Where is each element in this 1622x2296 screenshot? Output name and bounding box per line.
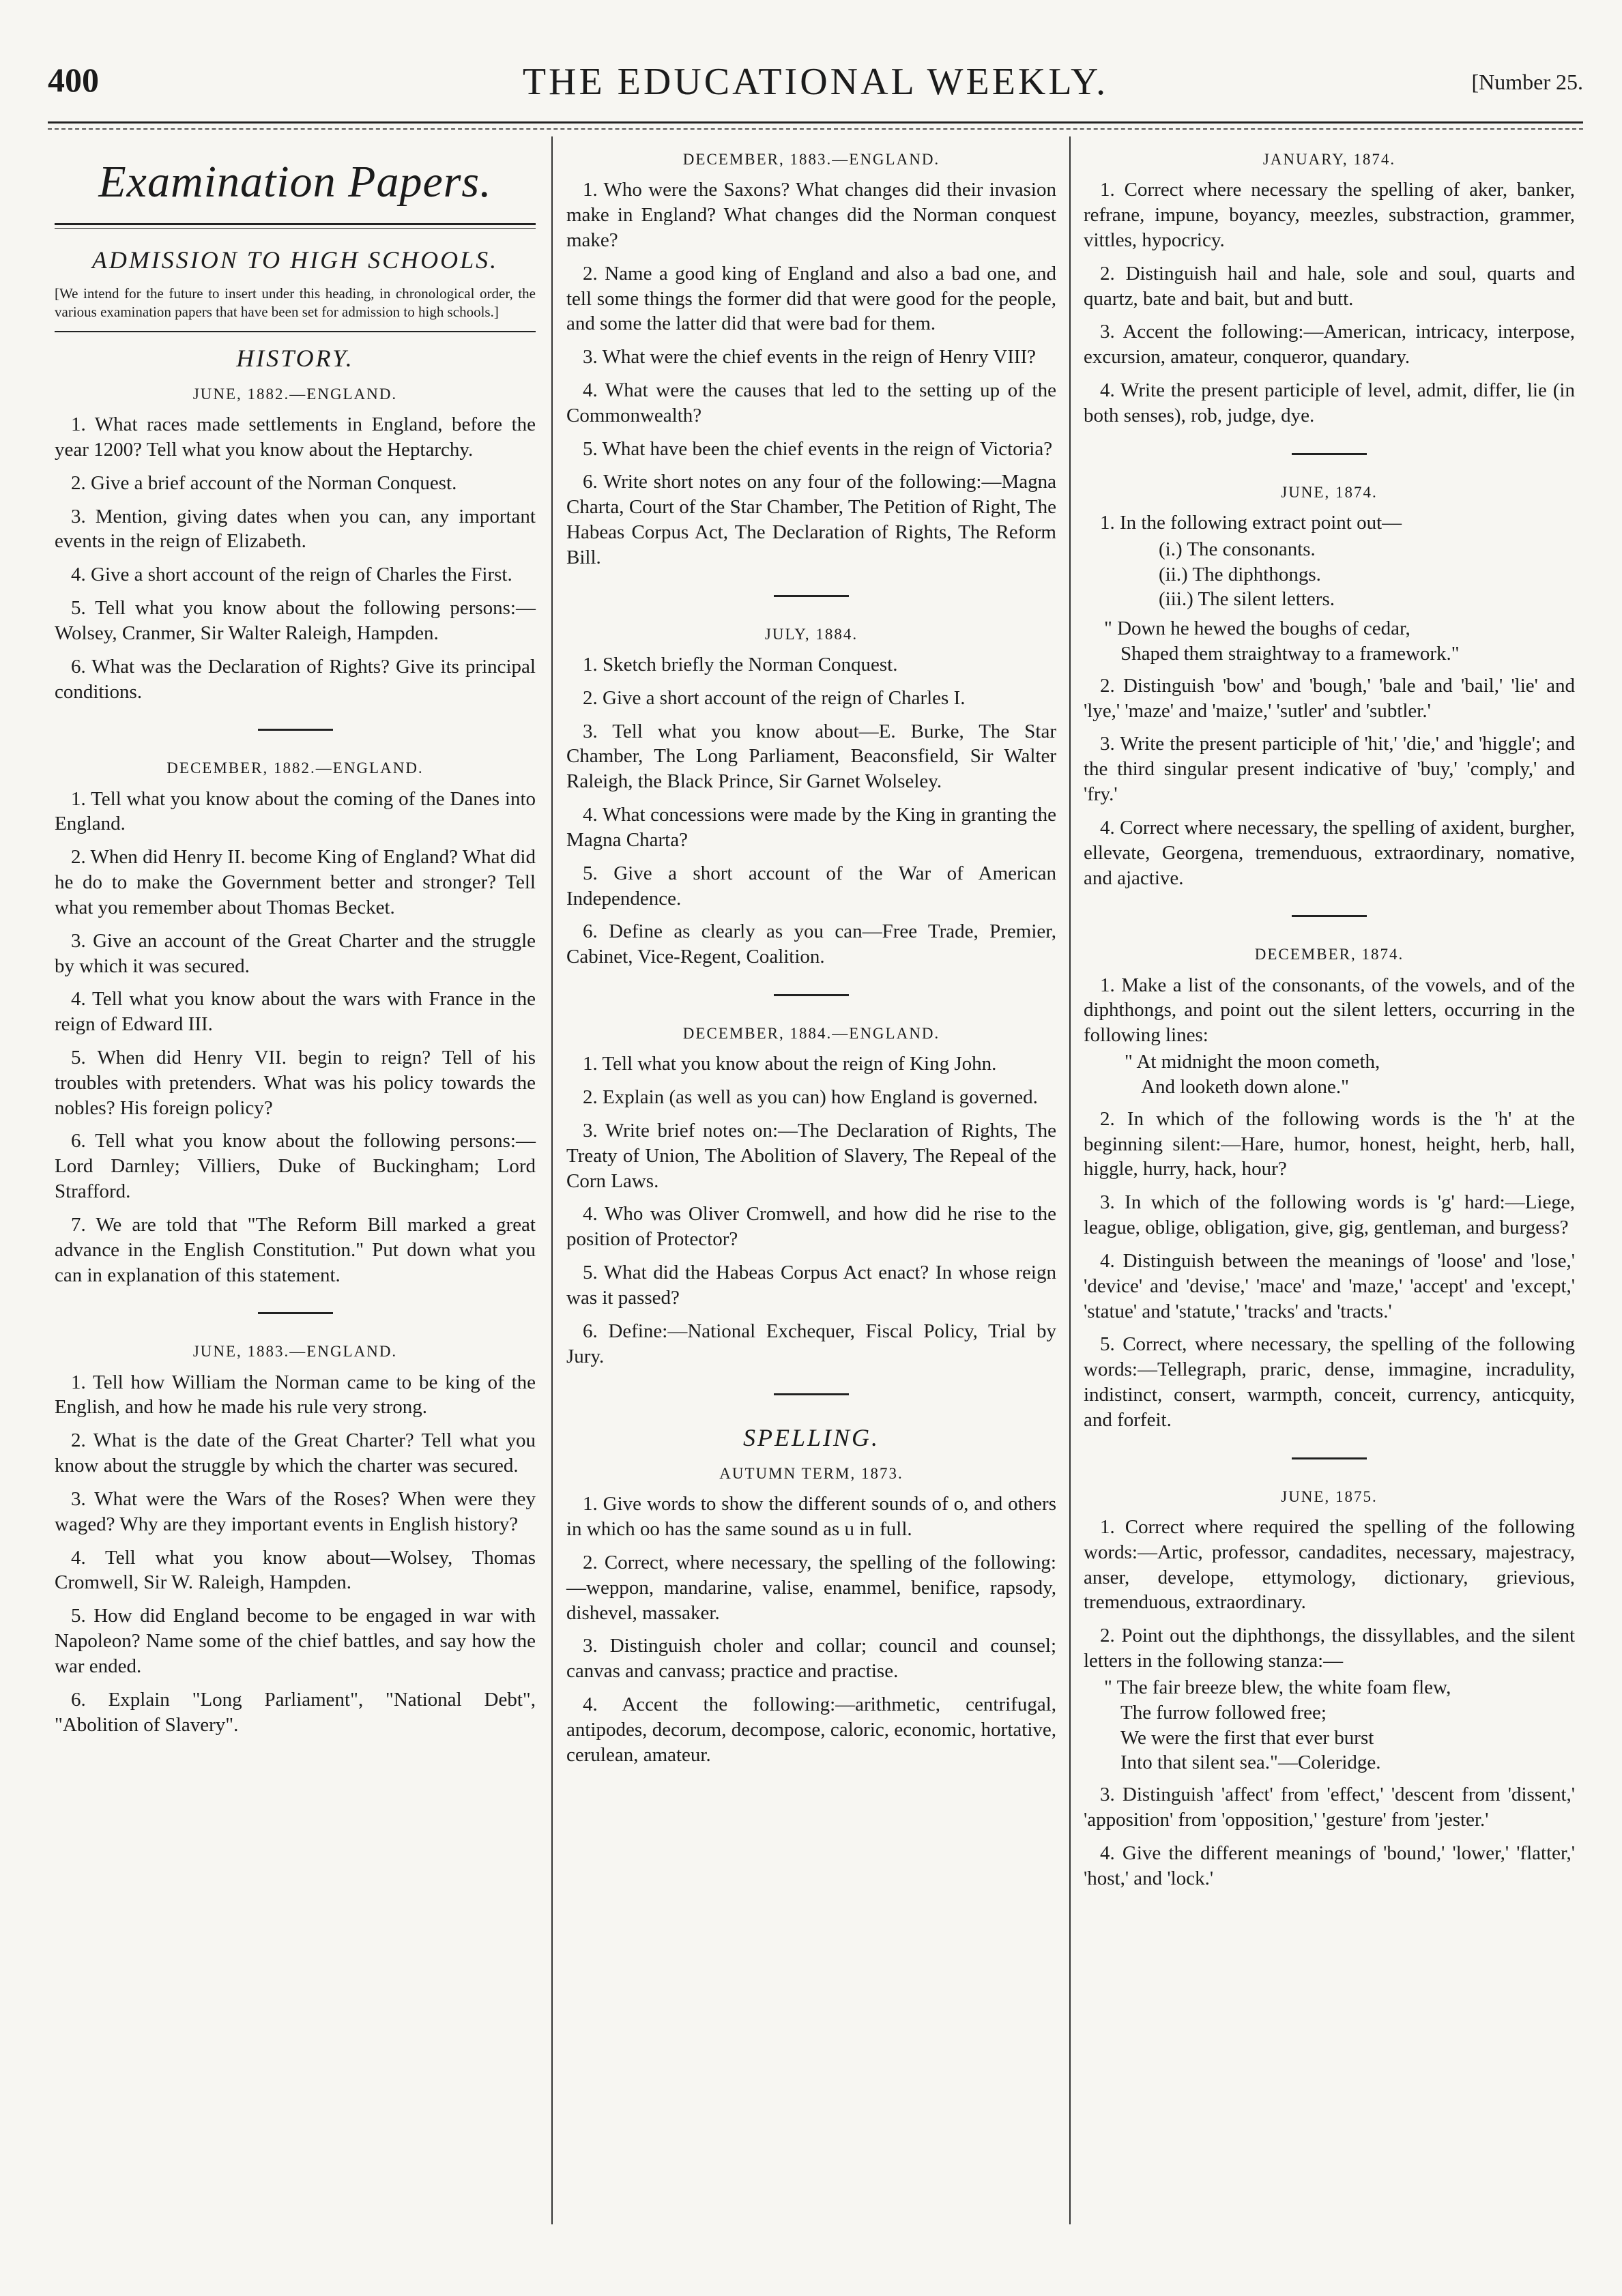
question: 4. Give the different meanings of 'bound,' 'lower,' 'flatter,' 'host,' and 'lock.' <box>1084 1842 1575 1889</box>
paper-heading: JUNE, 1882.—ENGLAND. <box>192 385 398 403</box>
question: 2. Explain (as well as you can) how England is governed. <box>583 1086 1038 1109</box>
separator-rule <box>774 994 849 996</box>
question: 2. Name a good king of England and also a bad one, and tell some things the former did that were good for the people, and some the latter did that were bad for them. <box>566 262 1056 335</box>
separator-rule <box>258 1312 333 1314</box>
question: 4. What were the causes that led to the setting up of the Commonwealth? <box>566 379 1056 426</box>
separator-rule <box>258 729 333 731</box>
question: 1. Tell what you know about the reign of King John. <box>583 1053 997 1075</box>
column-divider <box>551 136 553 2224</box>
page-number: 400 <box>48 61 99 99</box>
header-rule <box>48 121 1583 123</box>
verse-quote <box>1125 1049 1575 1100</box>
question: 2. Correct, where necessary, the spelling of the following:—weppon, mandarine, valise, enammel, benifice, rapsody, dishevel, massaker. <box>566 1552 1056 1624</box>
paper-heading: DECEMBER, 1874. <box>1254 946 1404 963</box>
question: 5. When did Henry VII. begin to reign? Tell of his troubles with pretenders. What was his policy towards the nobles? His foreign policy? <box>55 1046 536 1119</box>
question: 1. Make a list of the consonants, of the vowels, and of the diphthongs, and point out the silent letters, occurring in the following lines: <box>1084 974 1575 1047</box>
double-rule <box>55 223 536 229</box>
rule <box>55 331 536 332</box>
paper-heading: JANUARY, 1874. <box>1262 151 1396 168</box>
column-1 <box>55 140 536 1745</box>
paper-heading: JUNE, 1875. <box>1281 1487 1378 1505</box>
history-title: HISTORY. <box>236 345 354 373</box>
verse-line: " At midnight the moon cometh, <box>1125 1051 1380 1073</box>
question: 7. We are told that "The Reform Bill marked a great advance in the English Constitution." Put down what you can in explanation of this statement. <box>55 1213 536 1286</box>
issue-number: [Number 25. <box>1471 70 1583 94</box>
question: 3. Accent the following:—American, intricacy, interpose, excursion, amateur, conqueror, quandary. <box>1084 321 1575 368</box>
verse-line: " Down he hewed the boughs of cedar, <box>1104 617 1410 640</box>
question: 3. What were the chief events in the reign of Henry VIII? <box>583 346 1037 368</box>
question: 4. Correct where necessary, the spelling of axident, burgher, ellevate, Georgena, tremenduous, extraordinary, nomative, and ajactive. <box>1084 816 1575 889</box>
question: 3. Distinguish choler and collar; council and counsel; canvas and canvass; practice and practise. <box>566 1635 1056 1683</box>
question: 6. Define:—National Exchequer, Fiscal Policy, Trial by Jury. <box>566 1320 1056 1367</box>
question: 6. Tell what you know about the following persons:—Lord Darnley; Villiers, Duke of Buckingham; Lord Strafford. <box>55 1130 536 1203</box>
question: 2. Give a brief account of the Norman Conquest. <box>71 471 457 494</box>
verse-line: We were the first that ever burst <box>1120 1726 1374 1749</box>
question: 1. Sketch briefly the Norman Conquest. <box>583 654 898 675</box>
question: 3. What were the Wars of the Roses? When were they waged? Why are they important events in English history? <box>55 1487 536 1535</box>
verse-line: Shaped them straightway to a framework." <box>1120 643 1460 665</box>
separator-rule <box>1292 1457 1367 1459</box>
question: 2. Distinguish hail and hale, sole and soul, quarts and quartz, bate and bait, but and butt. <box>1084 262 1575 310</box>
paper-heading: JUNE, 1883.—ENGLAND. <box>192 1343 398 1361</box>
paper-heading: DECEMBER, 1883.—ENGLAND. <box>682 151 940 168</box>
question: 1. In the following extract point out— <box>1100 511 1402 534</box>
paper-heading: DECEMBER, 1882.—ENGLAND. <box>166 759 424 777</box>
question: 2. Distinguish 'bow' and 'bough,' 'bale and 'bail,' 'lie' and 'lye,' 'maze' and 'maize,' 'sutler' and 'subtler.' <box>1084 674 1575 722</box>
sub-item: (iii.) The silent letters. <box>1159 588 1335 611</box>
question: 5. Correct, where necessary, the spelling of the following words:—Tellegraph, praric, dense, immagine, incradulity, indistinct, consert, warmpth, conceit, currency, anticquity, and forfeit. <box>1084 1333 1575 1431</box>
question: 6. Explain "Long Parliament", "National Debt", "Abolition of Slavery". <box>55 1688 536 1736</box>
section-title: Examination Papers. <box>98 157 492 207</box>
question: 6. What was the Declaration of Rights? Give its principal conditions. <box>55 655 536 703</box>
column-3 <box>1084 140 1575 1900</box>
sub-item: (ii.) The diphthongs. <box>1159 563 1321 585</box>
question: 5. Give a short account of the War of American Independence. <box>566 862 1056 910</box>
question: 4. Tell what you know about—Wolsey, Thomas Cromwell, Sir W. Raleigh, Hampden. <box>55 1546 536 1594</box>
question: 4. Distinguish between the meanings of 'loose' and 'lose,' 'device' and 'devise,' 'mace' and 'maze,' 'accept' and 'except,' 'statue' and 'statute,' 'tracks' and 'tracts.' <box>1084 1249 1575 1322</box>
question: 3. Distinguish 'affect' from 'effect,' 'descent from 'dissent,' 'apposition' from 'opposition,' 'gesture' from 'jester.' <box>1084 1784 1575 1831</box>
verse-quote <box>1104 1675 1575 1775</box>
question: 6. Define as clearly as you can—Free Trade, Premier, Cabinet, Vice-Regent, Coalition. <box>566 920 1056 968</box>
question: 4. Write the present participle of level, admit, differ, lie (in both senses), rob, judge, dye. <box>1084 379 1575 426</box>
question: 3. Write brief notes on:—The Declaration of Rights, The Treaty of Union, The Abolition of Slavery, The Repeal of the Corn Laws. <box>566 1119 1056 1192</box>
question: 4. Accent the following:—arithmetic, centrifugal, antipodes, decorum, decompose, caloric, economic, hortative, cerulean, amateur. <box>566 1694 1056 1766</box>
verse-line: And looketh down alone." <box>1141 1075 1350 1098</box>
question: 3. Mention, giving dates when you can, any important events in the reign of Elizabeth. <box>55 505 536 553</box>
sub-item: (i.) The consonants. <box>1159 538 1316 560</box>
question: 1. Correct where necessary the spelling of aker, banker, refrane, impune, boyancy, meezles, substraction, grammer, vittles, hypocricy. <box>1084 179 1575 251</box>
question: 3. Tell what you know about—E. Burke, The Star Chamber, The Long Parliament, Beaconsfield, Sir Walter Raleigh, the Black Prince, Sir Garnet Wolseley. <box>566 720 1056 793</box>
question: 3. In which of the following words is 'g' hard:—Liege, league, oblige, obligation, give, gig, gentleman, and burgess? <box>1084 1191 1575 1239</box>
question: 3. Write the present participle of 'hit,' 'die,' and 'higgle'; and the third singular present indicative of 'buy,' 'comply,' and 'fry.' <box>1084 733 1575 806</box>
question: 5. What have been the chief events in the reign of Victoria? <box>583 437 1053 460</box>
page-header <box>48 60 1583 115</box>
question: 4. What concessions were made by the King in granting the Magna Charta? <box>566 804 1056 851</box>
header-rule-dashed <box>48 128 1583 130</box>
question: 1. Who were the Saxons? What changes did their invasion make in England? What changes did the Norman conquest make? <box>566 179 1056 251</box>
question: 1. Tell what you know about the coming of the Danes into England. <box>55 787 536 835</box>
question: 1. Tell how William the Norman came to be king of the English, and how he made his rule very strong. <box>55 1371 536 1419</box>
verse-line: Into that silent sea."—Coleridge. <box>1120 1752 1381 1774</box>
editorial-note: [We intend for the future to insert under this heading, in chronological order, the various examination papers that have been set for admission to high schools.] <box>55 285 536 320</box>
question: 2. What is the date of the Great Charter? Tell what you know about the struggle by which the charter was secured. <box>55 1429 536 1477</box>
question: 5. How did England become to be engaged in war with Napoleon? Name some of the chief battles, and say how the war ended. <box>55 1605 536 1677</box>
verse-line: The furrow followed free; <box>1120 1701 1327 1724</box>
verse-quote <box>1104 616 1575 667</box>
separator-rule <box>1292 453 1367 455</box>
question: 4. Who was Oliver Cromwell, and how did he rise to the position of Protector? <box>566 1203 1056 1251</box>
column-2 <box>566 140 1056 1776</box>
separator-rule <box>1292 915 1367 917</box>
paper-heading: JULY, 1884. <box>764 625 858 643</box>
question: 4. Give a short account of the reign of Charles the First. <box>71 564 512 586</box>
question: 2. Point out the diphthongs, the dissyllables, and the silent letters in the following stanza:— <box>1084 1625 1575 1672</box>
question: 6. Write short notes on any four of the following:—Magna Charta, Court of the Star Chamber, The Petition of Right, The Habeas Corpus Act, The Declaration of Rights, The Reform Bill. <box>566 471 1056 568</box>
question: 5. Tell what you know about the following persons:—Wolsey, Cranmer, Sir Walter Raleigh, Hampden. <box>55 597 536 644</box>
subsection-title: ADMISSION TO HIGH SCHOOLS. <box>91 246 499 274</box>
column-divider <box>1069 136 1071 2224</box>
question: 3. Give an account of the Great Charter and the struggle by which it was secured. <box>55 929 536 977</box>
paper-heading: AUTUMN TERM, 1873. <box>719 1465 903 1483</box>
verse-line: " The fair breeze blew, the white foam flew, <box>1104 1676 1451 1698</box>
paper-heading: DECEMBER, 1884.—ENGLAND. <box>682 1025 940 1043</box>
spelling-title: SPELLING. <box>742 1424 880 1452</box>
question: 2. When did Henry II. become King of England? What did he do to make the Government better and stronger? Tell what you remember about Thomas Becket. <box>55 846 536 918</box>
question: 2. In which of the following words is the 'h' at the beginning silent:—Hare, humor, honest, height, herb, hall, higgle, hurry, hack, hour? <box>1084 1107 1575 1180</box>
separator-rule <box>774 595 849 597</box>
journal-title: THE EDUCATIONAL WEEKLY. <box>522 61 1109 103</box>
separator-rule <box>774 1393 849 1395</box>
question: 1. What races made settlements in England, before the year 1200? Tell what you know about the Heptarchy. <box>55 413 536 461</box>
question: 4. Tell what you know about the wars with France in the reign of Edward III. <box>55 988 536 1036</box>
question: 1. Give words to show the different sounds of o, and others in which oo has the same sound as u in full. <box>566 1493 1056 1541</box>
paper-heading: JUNE, 1874. <box>1281 483 1378 501</box>
question: 5. What did the Habeas Corpus Act enact? In whose reign was it passed? <box>566 1262 1056 1309</box>
question: 1. Correct where required the spelling of the following words:—Artic, professor, candadites, necessary, majestracy, anser, develope, ettymology, dictionary, grievious, tremenduous, extraordinary. <box>1084 1515 1575 1614</box>
question: 2. Give a short account of the reign of Charles I. <box>583 686 966 709</box>
